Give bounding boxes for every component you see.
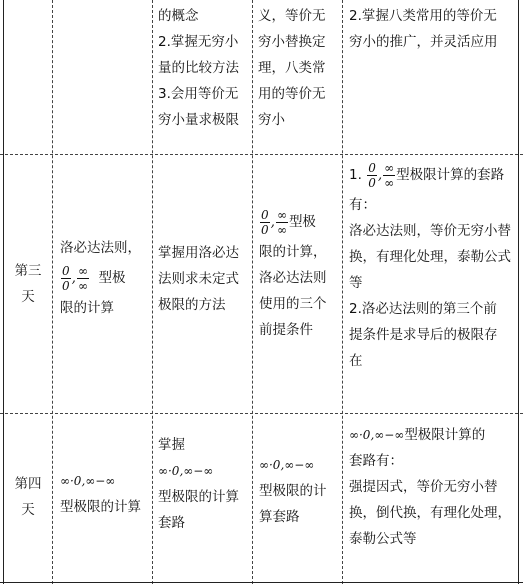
row1-detail-cell [349,3,498,55]
row3-goal-cell [158,432,239,536]
text-line: 型极限的计算 [60,499,141,515]
text-line: 换，倒代换，有理化处理， [349,505,511,521]
text-line: 掌握用洛必达 [158,245,239,261]
text-line: 算套路 [259,509,300,525]
fraction-zero-over-zero: $\frac{0}{0}$ [368,160,376,190]
math-line: $\frac{0}{0}$ , $\frac{\infty}{\infty}$ 型极 [261,207,316,237]
text-line: 前提条件 [259,322,313,338]
text-line: 掌握 [158,437,185,453]
text-line: 穷小替换定 [258,34,326,50]
text-line: 型极限的计 [259,483,327,499]
text-line: 有： [349,197,376,213]
text-line: 穷小 [258,112,285,128]
text-line: 极限的方法 [158,297,226,313]
text-line: 强提因式，等价无穷小替 [349,479,498,495]
text-line: 2.掌握八类常用的等价无 [349,8,497,24]
math-expression: ∞·0,∞−∞ [60,474,116,488]
math-line: 1. $\frac{0}{0}$ , $\frac{\infty}{\infty}$ 型极限计算的套路 [349,160,505,190]
column-divider [252,0,253,584]
math-line: $\frac{0}{0}$ , $\frac{\infty}{\infty}$ 型极 [62,263,126,293]
text-line: 量的比较方法 [158,60,239,76]
fraction-inf-over-inf: $\frac{\infty}{\infty}$ [384,160,395,190]
column-divider [342,0,343,584]
text-line: 泰勒公式等 [349,531,417,547]
row2-topic-cell [60,235,141,321]
text-line: 使用的三个 [259,296,327,312]
text-line: 2.掌握无穷小 [158,34,239,50]
text-line: 义，等价无 [258,8,326,24]
text-line: 的概念 [158,8,199,24]
fraction-inf-over-inf: $\frac{\infty}{\infty}$ [276,207,287,237]
row3-topic-cell [60,468,141,520]
math-expression: ∞·0,∞−∞ [259,458,315,472]
math-line: ∞·0,∞−∞型极限计算的 [349,427,486,443]
text-line: 套路有： [349,453,403,469]
text-line: 套路 [158,515,185,531]
text-line: 洛必达法则 [259,270,327,286]
text-line: 穷小的推广，并灵活应用 [349,34,498,50]
text-line: 洛必达法则，等价无穷小替 [349,223,511,239]
text-line: 法则求未定式 [158,271,239,287]
day-text: 天 [21,289,35,305]
day-text: 第四 [14,476,42,492]
text-line: 换，有理化处理，泰勒公式 [349,249,511,265]
text-line: 理，八类常 [258,60,326,76]
row2-points-cell [259,205,327,343]
math-expression: ∞·0,∞−∞ [158,464,214,478]
fraction-zero-over-zero: $\frac{0}{0}$ [62,263,70,293]
row3-detail-cell [349,422,511,552]
row2-goal-cell [158,240,239,318]
fraction-zero-over-zero: $\frac{0}{0}$ [261,207,269,237]
day-text: 天 [21,502,35,518]
text-line: 限的计算 [60,300,114,316]
table-border-bottom [0,582,523,583]
day-label-4 [4,471,52,523]
text-line: 穷小量求极限 [158,112,239,128]
text-line: 型极限的计算 [158,489,239,505]
day-label-3 [4,258,52,310]
text-line: 3.会用等价无 [158,86,239,102]
text-line: 用的等价无 [258,86,326,102]
text-line: 限的计算， [259,244,327,260]
row-divider [0,154,523,155]
column-divider [152,0,153,584]
text-line: 提条件是求导后的极限存 [349,327,498,343]
row-divider [0,413,523,414]
text-line: 洛必达法则， [60,240,141,256]
row1-goal-cell [158,3,239,133]
text-line: 等 [349,275,363,291]
column-divider [52,0,53,584]
row3-points-cell [259,452,327,530]
row1-points-cell [258,3,326,133]
table-border-right [518,0,519,584]
row2-detail-cell [349,158,511,374]
fraction-inf-over-inf: $\frac{\infty}{\infty}$ [77,263,88,293]
text-line: 2.洛必达法则的第三个前 [349,301,497,317]
text-line: 在 [349,353,363,369]
day-text: 第三 [14,263,42,279]
